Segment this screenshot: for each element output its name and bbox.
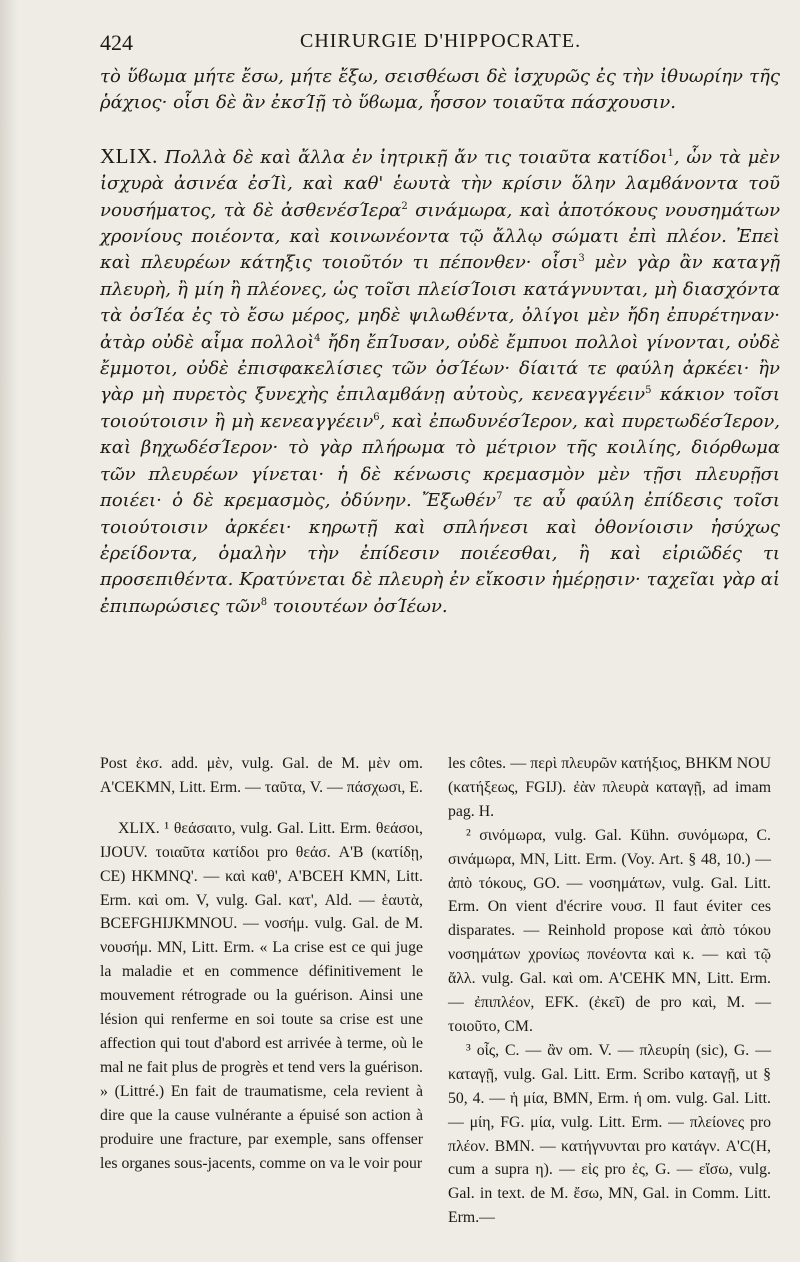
footnote-ref-8: 8	[260, 596, 268, 608]
chapter-paragraph	[100, 143, 780, 620]
footnote-block: XLIX. ¹ θεάσαιτο, vulg. Gal. Litt. Erm. θεάσοι, IJOUV. τοιαῦτα κατίδοι pro θεάσ. A'B (κατίδῃ, CE) HKMNQ'. — καὶ καθ', A'BCEH KMN, Litt. Erm. καὶ om. V, vulg. Gal. κατ', Ald. — ἑαυτὰ, BCEFGHIJKMNOU. — νοσήμ. vulg. Gal. de M. νουσήμ. MN, Litt. Erm. « La crise est ce qui juge la maladie et en commence définitivement le mouvement rétrograde ou la guérison. Ainsi une lésion qui renferme en soi toute sa crise est une affection qui tout d'abord est arrivée à terme, où le mal ne fait plus de progrès et tend vers la guérison. » (Littré.) En fait de traumatisme, cela revient à dire que la cause vulnérante a épuisé son action à produire une fracture, par exemple, sans offenser les organes sous-jacents, comme on va le voir pour	[100, 819, 423, 1172]
running-title: CHIRURGIE D'HIPPOCRATE.	[300, 30, 582, 52]
chapter-text-5: ἤδη ἔπΊυσαν, οὐδὲ ἔμπυοι πολλοὶ γίνονται, οὐδὲ ἔμμοτοι, οὐδὲ ἐπισφακελίσιες τῶν ὀσΊέων· δίαιτά τε φαύλη ἀρκέει· ἢν γὰρ μὴ πυρετὸς ξυνεχὴς ἐπιλαμϐάνῃ αὐτοὺς, κενεαγγέειν	[100, 331, 780, 406]
footnote-ref-3: 3	[578, 253, 585, 265]
footnote-ref-6: 6	[373, 411, 380, 423]
chapter-text-6: κάκιον τοῖσι τοιούτοισιν ἢ μὴ κενεαγγέειν	[100, 384, 780, 432]
footnotes-right-column	[448, 752, 771, 1230]
footnote-ref-5: 5	[645, 385, 652, 397]
footnote-block: les côtes. — περὶ πλευρῶν κατήξιος, BHKM NOU (κατήξεως, FGIJ). ἐὰν πλευρὰ καταγῇ, ad imam pag. H.	[448, 755, 771, 820]
main-text	[100, 64, 780, 620]
chapter-number: XLIX.	[100, 143, 158, 168]
intro-paragraph: τὸ ὕϐωμα μήτε ἔσω, μήτε ἔξω, σεισθέωσι δὲ ἰσχυρῶς ἐς τὴν ἰθυωρίην τῆς ῥάχιος· οἷσι δὲ ἂν ἐκσΊῇ τὸ ὕϐωμα, ἧσσον τοιαῦτα πάσχουσιν.	[100, 66, 780, 114]
footnote-block: ² σινόμωρα, vulg. Gal. Kühn. συνόμωρα, C. σινάμωρα, MN, Litt. Erm. (Voy. Art. § 48, 10.) — ἀπὸ τόκους, GO. — νοσημάτων, vulg. Gal. Litt. Erm. On vient d'écrire νουσ. Il faut éviter ces disparates. — Reinhold propose καὶ ἀπὸ τόκου νοσημάτων χρονίως πονέοντα καὶ κ. — καὶ τῷ ἄλλ. vulg. Gal. καὶ om. A'CEHK MN, Litt. Erm. — ἐπιπλέον, EFK. (ἐκεῖ) de pro καὶ, M. — τοιοῦτο, CM.	[448, 826, 771, 1035]
chapter-text-8: τε αὖ φαύλη ἐπίδεσις τοῖσι τοιούτοισιν ἀρκέει· κηρωτῇ καὶ σπλήνεσι καὶ ὀθονίοισιν ἡσύχως ἐρείδοντα, ὁμαλὴν τὴν ἐπίδεσιν ποιέεσθαι, ἢ καὶ εἰριῶδές τι προσεπιθέντα. Κρατύνεται δὲ πλευρὴ ἐν εἴκοσιν ἡμέρῃσιν· ταχεῖαι γὰρ αἱ ἐπιπωρώσιες τῶν	[100, 490, 780, 617]
footnote-ref-2: 2	[401, 200, 408, 212]
footnote-ref-4: 4	[314, 332, 321, 344]
chapter-text-9: τοιουτέων ὀσΊέων.	[267, 595, 448, 617]
footnote-block: ³ οἷς, C. — ἂν om. V. — πλευρίη (sic), G. — καταγῇ, vulg. Gal. Litt. Erm. Scribo καταγῇ, ut § 50, 4. — ἡ μία, BMN, Erm. ἡ om. vulg. Gal. Litt. — μίη, FG. μία, vulg. Litt. Erm. — πλείονες pro πλέον. BMN. — κατήγνυνται pro κατάγν. A'C(H, cum a supra η). — εἰς pro ἐς, G. — εἴσω, vulg. Gal. in text. de M. ἔσω, MN, Gal. in Comm. Litt. Erm.—	[448, 1041, 771, 1227]
footnote-ref-1: 1	[667, 147, 674, 159]
chapter-text-2: , ὧν τὰ μὲν ἰσχυρὰ ἀσινέα ἐσΊὶ, καὶ καθ' ἑωυτὰ τὴν κρίσιν ὅλην λαμϐάνοντα τοῦ νουσήματος, τὰ δὲ ἀσθενέσΊερα	[100, 146, 781, 221]
footnotes	[100, 752, 780, 1242]
footnotes-left-column	[100, 752, 423, 1175]
footnote-block: Post ἐκσ. add. μὲν, vulg. Gal. de M. μὲν om. A'CEKMN, Litt. Erm. — ταῦτα, V. — πάσχωσι, E.	[100, 755, 423, 796]
chapter-text-1: Πολλὰ δὲ καὶ ἄλλα ἐν ἰητρικῇ ἄν τις τοιαῦτα κατίδοι	[164, 146, 668, 168]
footnote-ref-7: 7	[496, 491, 503, 503]
chapter-text-3: σινάμωρα, καὶ ἀποτόκους νουσημάτων χρονίους ποιέοντα, καὶ κοινωνέοντα τῷ ἄλλῳ σώματι ἐπὶ πλέον. Ἐπεὶ καὶ πλευρέων κάτηξις τοιοῦτόν τι πέπονθεν· οἷσι	[100, 199, 781, 274]
page-number: 424	[100, 30, 133, 55]
page-header	[100, 30, 780, 54]
chapter-text-7: , καὶ ἐπωδυνέσΊερον, καὶ πυρετωδέσΊερον, καὶ βηχωδέσΊερον· τὸ γὰρ πλήρωμα τὸ μέτριον τῆς κοιλίης, διόρθωμα τῶν πλευρέων γίνεται· ἡ δὲ κένωσις κρεμασμὸν μὲν τῇσι πλευρῇσι ποιέει· ὁ δὲ κρεμασμὸς, ὀδύνην. Ἔξωθέν	[100, 410, 780, 512]
chapter-text-4: μὲν γὰρ ἂν καταγῇ πλευρὴ, ἢ μίη ἢ πλέονες, ὡς τοῖσι πλείσΊοισι κατάγνυνται, μὴ διασχόντα τὰ ὀσΊέα ἐς τὸ ἔσω μέρος, μηδὲ ψιλωθέντα, ὀλίγοι μὲν ἤδη ἐπυρέτηναν· ἀτὰρ οὐδὲ αἷμα πολλοὶ	[100, 252, 780, 353]
